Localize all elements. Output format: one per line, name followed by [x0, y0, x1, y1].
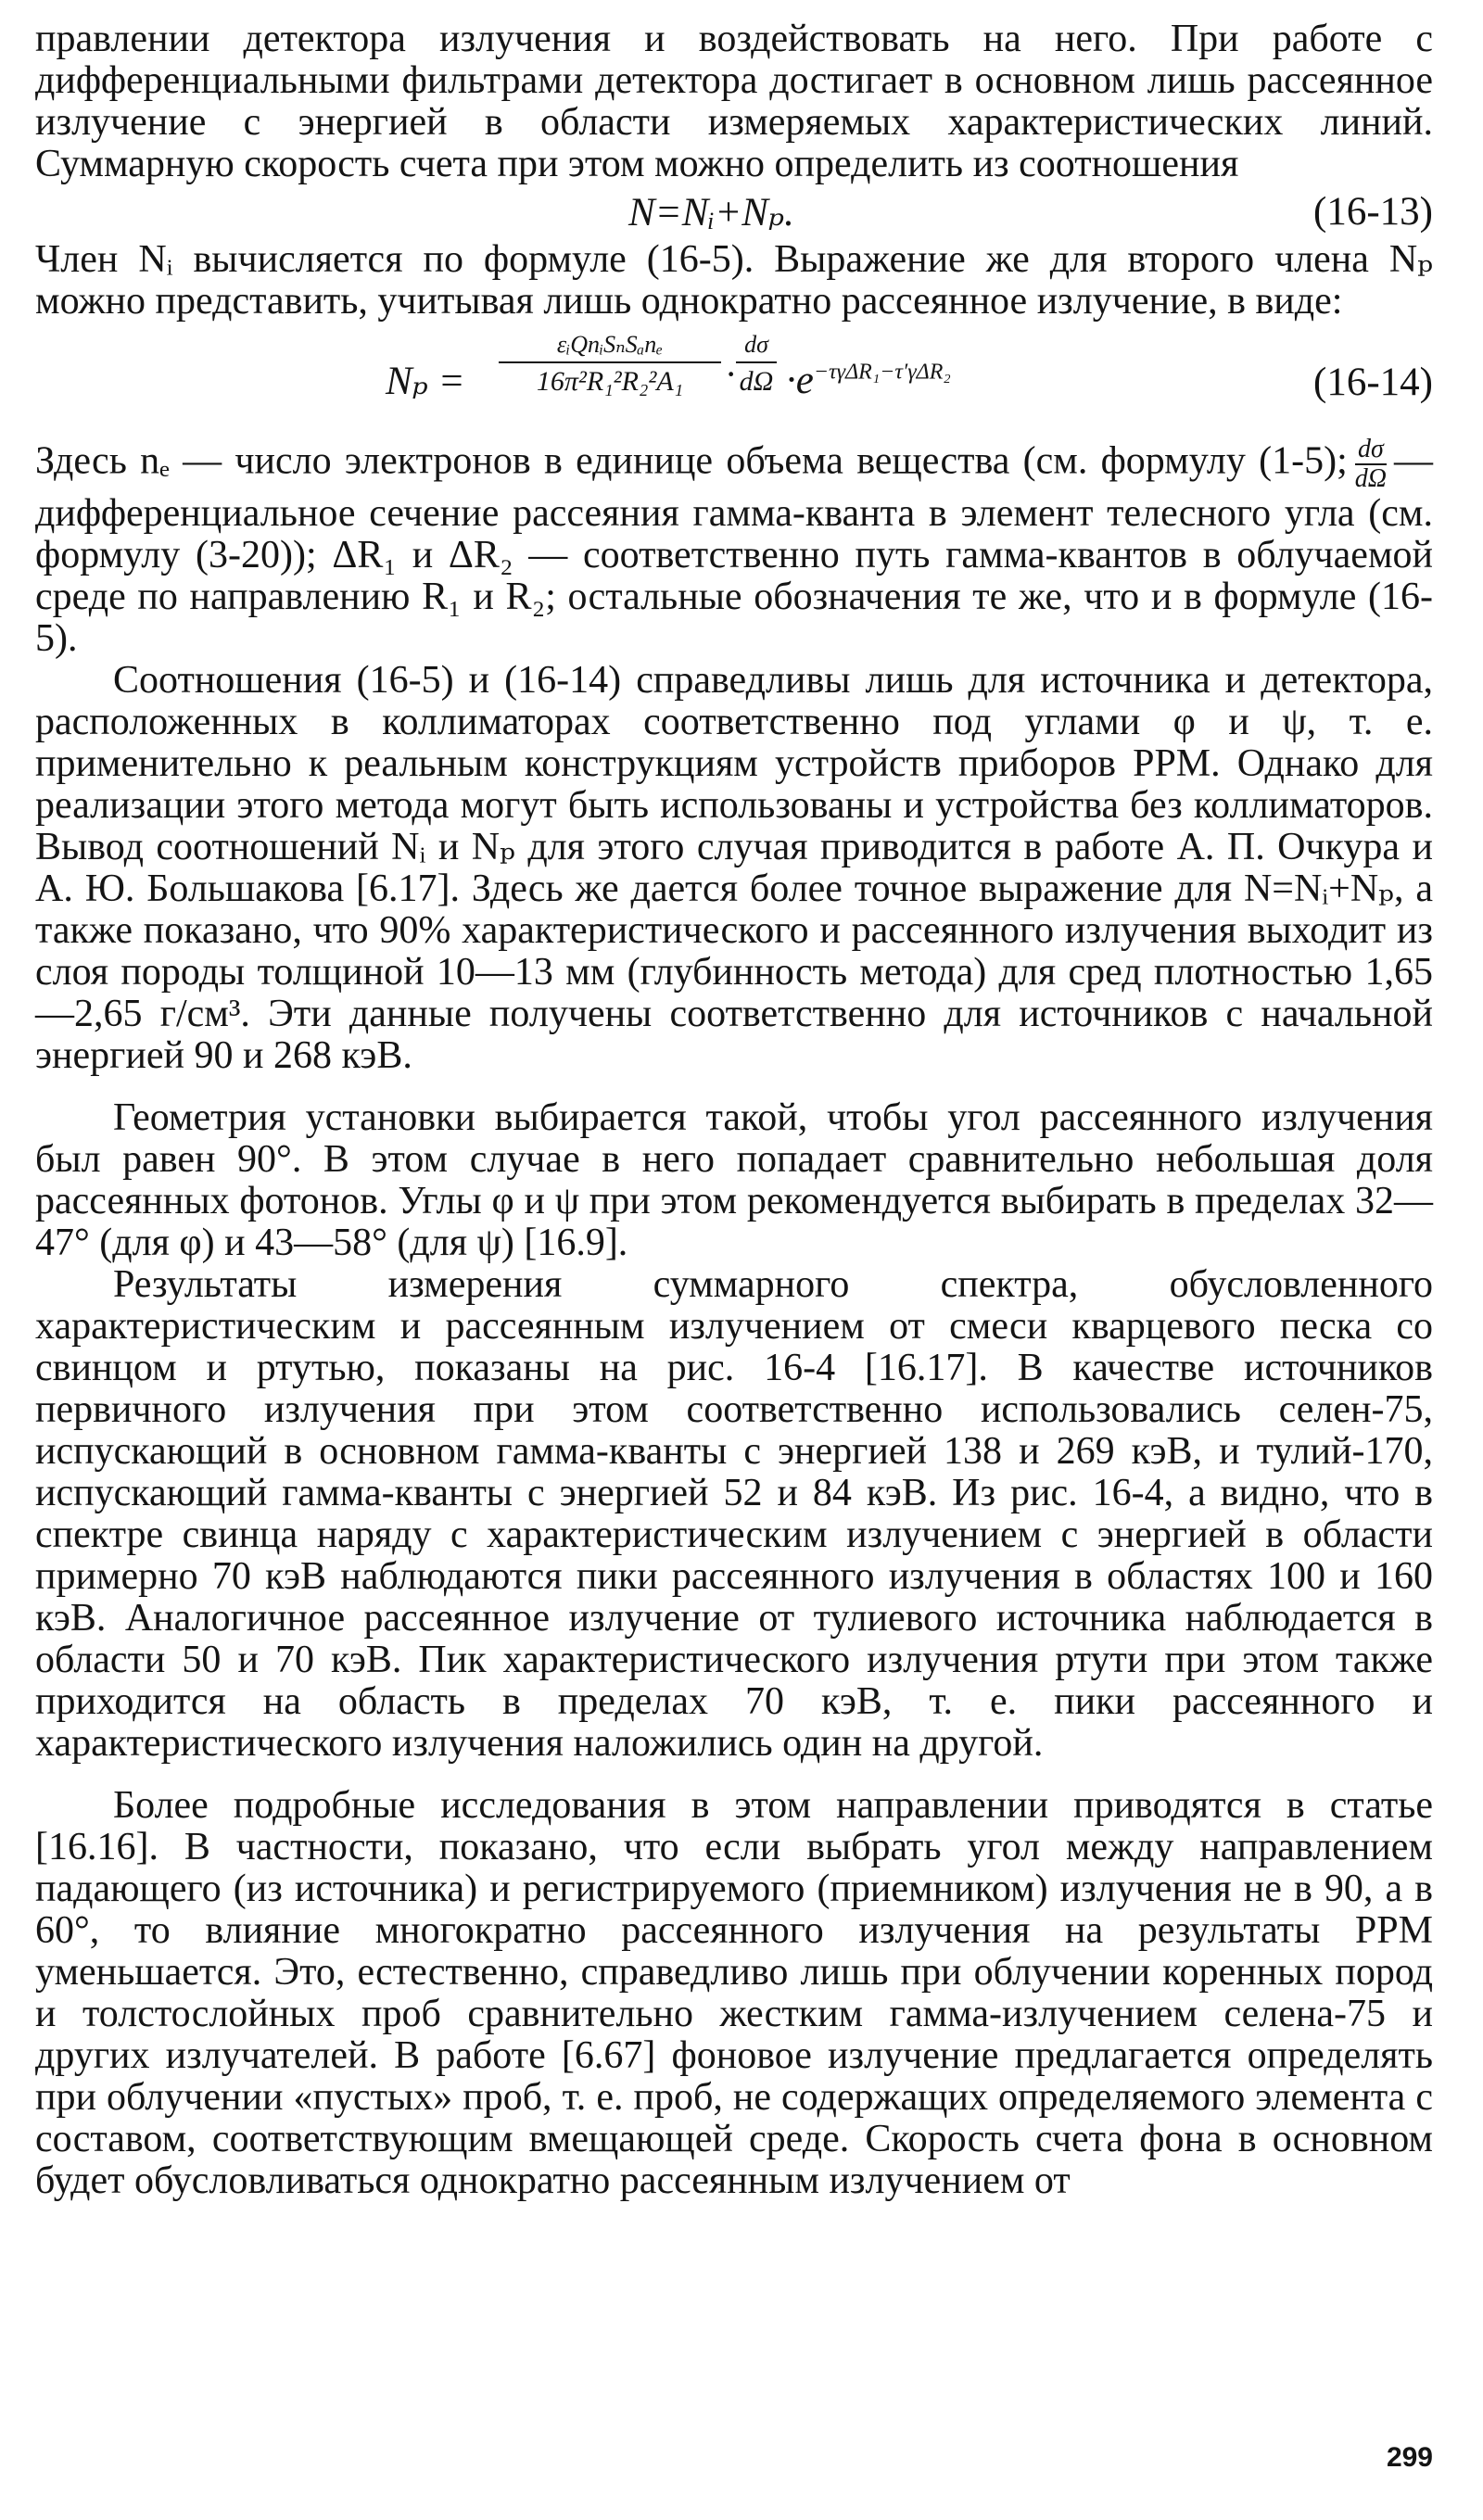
equation-16-14-main-fraction: [499, 330, 721, 399]
exponential-term: $\cdot e^{-\tau\gamma\Delta R_1-\tau'\gamma\Delta R_2}$: [786, 359, 951, 402]
fraction-denominator: 16π²R₁²R₂²A₁: [536, 366, 684, 397]
exp-power: −τγΔR₁−τ′γΔR₂: [813, 360, 951, 385]
exp-base: e: [795, 359, 814, 402]
paragraph-3-start: Здесь nₑ — число электронов в единице объема вещества (см. формулу (1-5);: [35, 439, 1348, 483]
dsigma-bar: [736, 361, 777, 363]
equation-16-14-number: (16-14): [1313, 361, 1433, 404]
book-page: [35, 19, 1433, 2202]
paragraph-3: [35, 436, 1433, 660]
equation-16-13-body: N=Nᵢ+Nₚ.: [628, 191, 794, 234]
paragraph-6: Результаты измерения суммарного спектра, обусловленного характеристическим и рассеянным излучением от смеси кварцевого песка со свинцом и ртутью, показаны на рис. 16-4 [16.17]. В качестве источников первичного излучения при этом соответственно использовались селен-75, испускающий в основном гамма-кванты с энергией 138 и 269 кэВ, и тулий-170, испускающий гамма-кванты с энергией 52 и 84 кэВ. Из рис. 16-4, а видно, что в спектре свинца наряду с характеристическим излучением с энергией в области примерно 70 кэВ наблюдаются пики рассеянного излучения в областях 100 и 160 кэВ. Аналогичное рассеянное излучение от тулиевого источника наблюдается в области 50 и 70 кэВ. Пик характеристического излучения ртути при этом также приходится на область в пределах 70 кэВ, т. е. пики рассеянного и характеристического излучения наложились один на другой.: [35, 1263, 1433, 1765]
paragraph-2: Член Nᵢ вычисляется по формуле (16-5). Выражение же для второго члена Nₚ можно представить, учитывая лишь однократно рассеянное излучение, в виде:: [35, 238, 1433, 323]
multiply-dot: ·: [725, 353, 738, 395]
dsigma-denominator: dΩ: [739, 366, 774, 397]
fraction-bar: [499, 361, 721, 363]
paragraph-7: Более подробные исследования в этом направлении приводятся в статье [16.16]. В частности, показано, что если выбрать угол между направлением падающего (из источника) и регистрируемого (приемником) излучения не в 90, а в 60°, то влияние многократно рассеянного излучения на результаты РРМ уменьшается. Это, естественно, справедливо лишь при облучении коренных пород и толстослойных проб сравнительно жестким гамма-излучением селена-75 и других излучателей. В работе [6.67] фоновое излучение предлагается определять при облучении «пустых» проб, т. е. проб, не содержащих определяемого элемента с составом, соответствующим вмещающей среде. Скорость счета фона в основном будет обусловливаться однократно рассеянным излучением от: [35, 1784, 1433, 2202]
fraction-numerator: εᵢQnᵢSₙSₐnₑ: [556, 331, 664, 358]
equation-16-13: [35, 185, 1433, 239]
equation-16-14-dsigma-fraction: [736, 330, 777, 399]
equation-16-14: [35, 323, 1433, 436]
paragraph-4: Соотношения (16-5) и (16-14) справедливы лишь для источника и детектора, расположенных в коллиматорах соответственно под углами φ и ψ, т. е. применительно к реальным конструкциям устройств приборов РРМ. Однако для реализации этого метода могут быть использованы и устройства без коллиматоров. Вывод соотношений Nᵢ и Nₚ для этого случая приводится в работе А. П. Очкура и А. Ю. Большакова [6.17]. Здесь же дается более точное выражение для N=Nᵢ+Nₚ, а также показано, что 90% характеристического и рассеянного излучения выходит из слоя породы толщиной 10—13 мм (глубинность метода) для сред плотностью 1,65—2,65 г/см³. Эти данные получены соответственно для источников с начальной энергией 90 и 268 кэВ.: [35, 659, 1433, 1077]
equation-16-13-number: (16-13): [1313, 190, 1433, 234]
paragraph-1: правлении детектора излучения и воздействовать на него. При работе с дифференциальными фильтрами детектора достигает в основном лишь рассеянное излучение с энергией в области измеряемых характеристических линий. Суммарную скорость счета при этом можно определить из соотношения: [35, 18, 1433, 185]
inline-dsigma-fraction: [1355, 436, 1387, 493]
paragraph-5: Геометрия установки выбирается такой, чтобы угол рассеянного излучения был равен 90°. В этом случае в него попадает сравнительно небольшая доля рассеянных фотонов. Углы φ и ψ при этом рекомендуется выбирать в пределах 32—47° (для φ) и 43—58° (для ψ) [16.9].: [35, 1096, 1433, 1264]
equation-16-14-lhs: Nₚ =: [386, 360, 465, 403]
paragraph-3-end: — дифференциальное сечение рассеяния гамма-кванта в элемент телесного угла (см. формулу (3-20)); ΔR₁ и ΔR₂ — соответственно путь гамма-квантов в облучаемой среде по направлению R₁ и R₂; остальные обозначения те же, что и в формуле (16-5).: [35, 439, 1433, 660]
inline-frac-numerator: dσ: [1357, 435, 1384, 463]
dsigma-numerator: dσ: [744, 331, 768, 358]
inline-frac-denominator: dΩ: [1354, 464, 1387, 493]
page-number: 299: [1386, 2442, 1433, 2473]
